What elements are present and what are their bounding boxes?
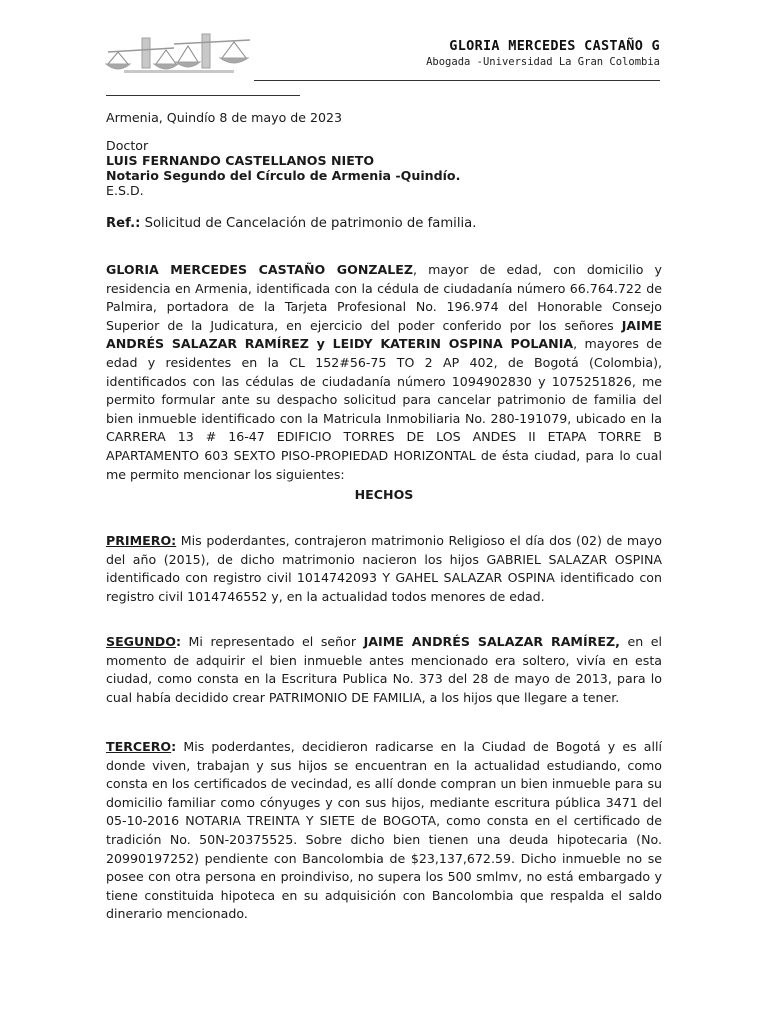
letterhead-name: GLORIA MERCEDES CASTAÑO G xyxy=(449,38,660,54)
recipient-title: Notario Segundo del Círculo de Armenia -Quindío. xyxy=(106,168,461,183)
recipient-esd: E.S.D. xyxy=(106,183,144,198)
date-line: Armenia, Quindío 8 de mayo de 2023 xyxy=(106,110,343,125)
letterhead-rule xyxy=(254,80,660,81)
recipient-salutation: Doctor xyxy=(106,138,149,153)
intro-paragraph: GLORIA MERCEDES CASTAÑO GONZALEZ, mayor de edad, con domicilio y residencia en Armenia, identificada con la cédula de ciudadanía número 66.764.722 de Palmira, portadora de la Tarjeta Profesional No. 196.974 del Honorable Consejo Superior de la Judicatura, en ejercicio del poder conferido por los señores JAIME ANDRÉS SALAZAR RAMÍREZ y LEIDY KATERIN OSPINA POLANIA, mayores de edad y residentes en la CL 152#56-75 TO 2 AP 402, de Bogotá (Colombia), identificados con las cédulas de ciudadanía número 1094902830 y 1075251826, me permito formular ante su despacho solicitud para cancelar patrimonio de familia del bien inmueble identificado con la Matricula Inmobiliaria No. 280-191079, ubicado en la CARRERA 13 # 16-47 EDIFICIO TORRES DE LOS ANDES II ETAPA TORRE B APARTAMENTO 603 SEXTO PISO-PROPIEDAD HORIZONTAL de ésta ciudad, para lo cual me permito mencionar los siguientes: xyxy=(106,262,663,482)
scales-of-justice-logo xyxy=(104,30,254,80)
reference-line: Ref.: Solicitud de Cancelación de patrimonio de familia. xyxy=(106,216,477,231)
hechos-heading: HECHOS xyxy=(354,487,414,502)
letterhead-rule-short xyxy=(106,95,300,96)
recipient-name: LUIS FERNANDO CASTELLANOS NIETO xyxy=(106,153,375,168)
paragraph-segundo: SEGUNDO: Mi representado el señor JAIME ANDRÉS SALAZAR RAMÍREZ, en el momento de adquirir el bien inmueble antes mencionado era soltero, vivía en esta ciudad, como consta en la Escritura Publica No. 373 del 28 de mayo de 2013, para lo cual había decidido crear PATRIMONIO DE FAMILIA, a los hijos que llegare a tener. xyxy=(106,634,663,705)
letterhead-subtitle: Abogada -Universidad La Gran Colombia xyxy=(426,56,660,68)
paragraph-tercero: TERCERO: Mis poderdantes, decidieron radicarse en la Ciudad de Bogotá y es allí donde viven, trabajan y sus hijos se encuentran en la actualidad estudiando, como consta en los certificados de vecindad, es allí donde compran un bien inmueble para su domicilio familiar como cónyuges y con sus hijos, mediante escritura pública 3471 del 05-10-2016 NOTARIA TREINTA Y SIETE de BOGOTA, como consta en el certificado de tradición No. 50N-20375525. Sobre dicho bien tienen una deuda hipotecaria (No. 20990197252) pendiente con Bancolombia de $23,137,672.59. Dicho inmueble no se posee con otra persona en proindiviso, no supera los 500 smlmv, no está embargado y tiene constituida hipoteca en su adquisición con Bancolombia que respalda el saldo dinerario mencionado. xyxy=(106,739,662,922)
paragraph-primero: PRIMERO: Mis poderdantes, contrajeron matrimonio Religioso el día dos (02) de mayo del año (2015), de dicho matrimonio nacieron los hijos GABRIEL SALAZAR OSPINA identificado con registro civil 1014742093 Y GAHEL SALAZAR OSPINA identificado con registro civil 1014746552 y, en la actualidad todos menores de edad. xyxy=(106,533,662,604)
